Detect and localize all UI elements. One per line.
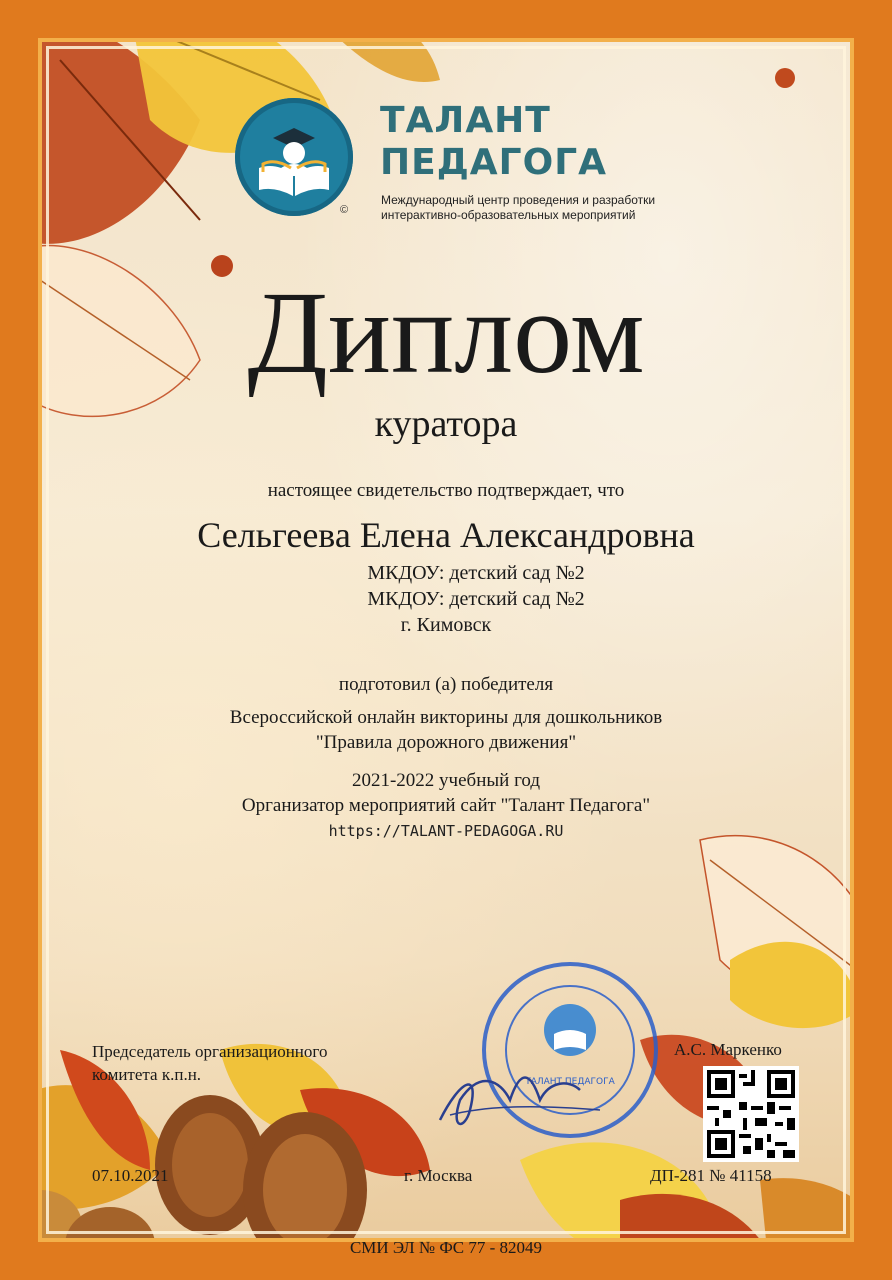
chair-name: А.С. Маркенко [674,1040,782,1059]
chair-title-line1: Председатель организационного [92,1042,328,1061]
brand-subtitle [381,193,681,223]
organization-line1: МКДОУ: детский сад №2 [367,562,585,584]
diploma-title: Диплом [247,267,645,398]
stamp-center-text: ТАЛАНТ ПЕДАГОГА [525,1077,615,1087]
teacher-book-icon [235,98,353,216]
recipient-name: Сельгеева Елена Александровна [197,515,695,555]
issue-place: г. Москва [404,1166,473,1185]
prepared-text: подготовил (а) победителя [338,674,554,695]
diploma-subtitle: куратора [374,403,518,445]
brand-subtitle-line1: Международный центр проведения и разработки [381,193,656,207]
issue-date: 07.10.2021 [92,1166,169,1185]
event-line2: "Правила дорожного движения" [315,732,577,753]
chair-title-line2: комитета к.п.н. [92,1065,202,1084]
brand-name-line1: ТАЛАНТ [380,100,551,141]
brand-subtitle-line2: интерактивно-образовательных мероприятий [381,208,636,222]
website-link[interactable]: https://TALANT-PEDAGOGA.RU [328,822,564,840]
brand-name-line2: ПЕДАГОГА [380,142,607,183]
organizer-text: Организатор мероприятий сайт "Талант Педагога" [241,795,651,816]
organization-line2: МКДОУ: детский сад №2 [367,588,585,610]
qr-code[interactable] [703,1066,799,1162]
event-line1: Всероссийской онлайн викторины для дошкольников [229,707,663,728]
chair-title [92,1040,327,1086]
signature [430,1060,610,1140]
copyright-mark: © [340,204,349,216]
certify-text: настоящее свидетельство подтверждает, что [267,480,625,501]
media-registration: СМИ ЭЛ № ФС 77 - 82049 [349,1238,543,1257]
city-text: г. Кимовск [400,614,492,636]
document-number: ДП-281 № 41158 [650,1166,772,1185]
school-year: 2021-2022 учебный год [351,770,541,791]
